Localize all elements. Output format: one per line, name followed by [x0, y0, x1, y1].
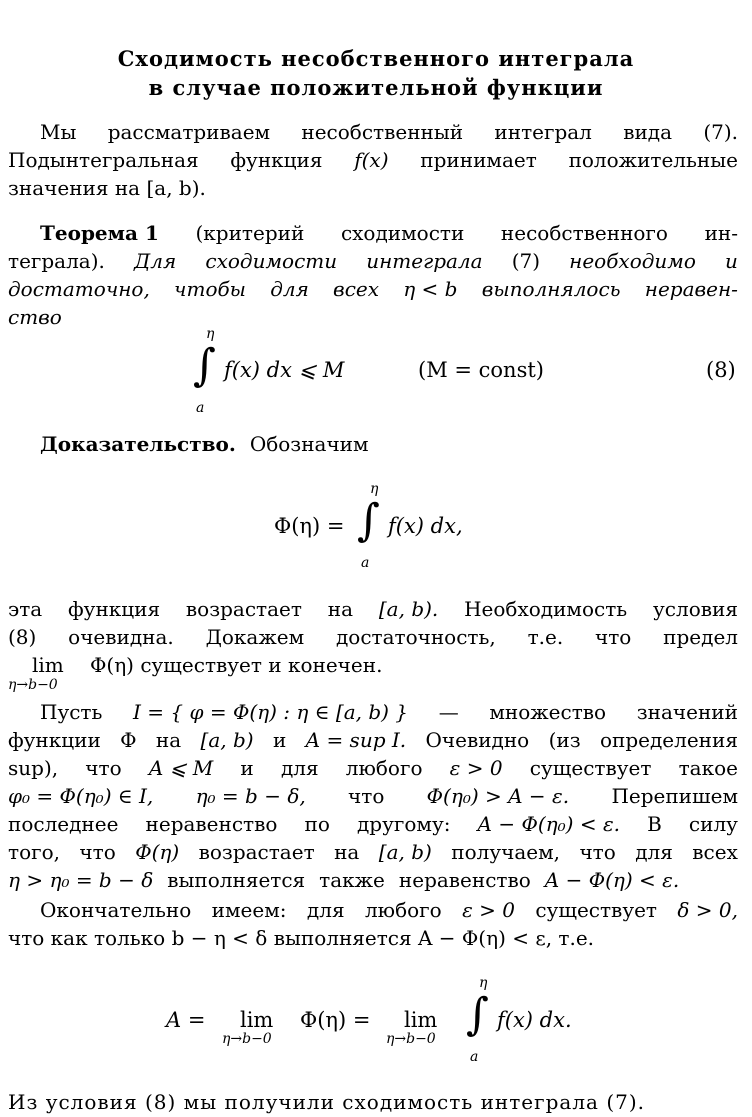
word: Докажем: [205, 625, 305, 649]
word: силу: [688, 812, 738, 836]
p3-line-3: [8, 756, 738, 780]
math: ε > 0: [449, 756, 503, 780]
word: (7): [511, 249, 541, 273]
word: интеграл: [494, 120, 592, 144]
word: Φ: [120, 728, 137, 752]
word: функция: [230, 148, 323, 172]
math: η < b: [403, 277, 458, 301]
math: η > η₀ = b − δ: [8, 868, 154, 892]
theorem-line-3: [8, 277, 738, 301]
math: I = { φ = Φ(η) : η ∈ [a, b) }: [133, 700, 409, 724]
math: η₀ = b − δ,: [195, 784, 306, 808]
word: эта: [8, 597, 43, 621]
word: такое: [678, 756, 738, 780]
p3-line-4: [8, 784, 738, 808]
word: В: [647, 812, 662, 836]
word: выполняется: [167, 868, 306, 892]
math: Φ(η₀) > A − ε.: [426, 784, 570, 808]
p3-line-7: [8, 868, 738, 892]
word: для: [270, 277, 309, 301]
word: всех: [333, 277, 380, 301]
word: Мы: [40, 120, 77, 144]
p3-line-5: [8, 812, 738, 836]
integral-sign: ∫: [357, 495, 380, 546]
word: возрастает: [185, 597, 302, 621]
math-fx: f(x): [354, 148, 389, 172]
word: на: [327, 597, 354, 621]
word: (критерий: [195, 221, 305, 245]
word: сходимости: [340, 221, 465, 245]
word: Перепишем: [611, 784, 738, 808]
proof-line-1: [40, 432, 752, 456]
math: A − Φ(η) < ε.: [544, 868, 680, 892]
eq-mid: Φ(η) =: [300, 1008, 371, 1032]
lim-1-subscript: η→b−0: [222, 1031, 272, 1047]
word: также: [319, 868, 385, 892]
p4-line-2: [8, 926, 738, 950]
word: положительные: [568, 148, 738, 172]
equation-condition: (M = const): [418, 358, 544, 382]
intro-line-3: [8, 176, 738, 200]
word: очевидна.: [68, 625, 174, 649]
word: Окончательно: [40, 898, 192, 922]
integral-sign: ∫: [193, 340, 216, 391]
word: интеграла: [366, 249, 483, 273]
integral-upper-limit: η: [370, 481, 379, 497]
math: A − Φ(η₀) < ε.: [477, 812, 621, 836]
p3-line-2: [8, 728, 738, 752]
word: и: [725, 249, 738, 273]
dash: —: [438, 700, 459, 724]
p2-line-1: [8, 597, 738, 621]
word: несобственный: [301, 120, 464, 144]
intro-line-1: [40, 120, 738, 144]
text: Φ(η) существует и конечен.: [90, 653, 383, 677]
word: (8): [8, 625, 37, 649]
word: достаточно,: [8, 277, 150, 301]
title-line-2: в случае положительной функции: [148, 75, 604, 100]
word: теграла).: [8, 249, 105, 273]
word: и: [272, 728, 287, 752]
math: A = sup I.: [305, 728, 407, 752]
word: всех: [692, 840, 738, 864]
word: достаточность,: [335, 625, 496, 649]
word: функции: [8, 728, 101, 752]
phi-lhs: Φ(η) =: [274, 514, 345, 538]
lim-2: lim: [404, 1008, 438, 1032]
theorem-label: Теорема 1: [40, 221, 159, 245]
word: sup),: [8, 756, 59, 780]
word: что: [579, 840, 616, 864]
word: рассматриваем: [107, 120, 271, 144]
integral-lower-limit: a: [196, 400, 205, 416]
word: Очевидно: [425, 728, 530, 752]
word: выполнялось: [481, 277, 621, 301]
word: принимает: [420, 148, 537, 172]
theorem-line-1: [40, 221, 738, 245]
math: φ₀ = Φ(η₀) ∈ I,: [8, 784, 154, 808]
integral-body: f(x) dx,: [388, 514, 463, 538]
lim: lim: [32, 653, 64, 677]
math: δ > 0,: [677, 898, 738, 922]
word: значений: [636, 700, 738, 724]
word: необходимо: [569, 249, 696, 273]
word: сходимости: [205, 249, 338, 273]
math: [a, b): [378, 840, 432, 864]
p2-line-2: [8, 625, 738, 649]
text: значения на [a, b).: [8, 176, 206, 200]
math: [a, b).: [378, 597, 439, 621]
word: Пусть: [40, 700, 103, 724]
word: что: [85, 756, 122, 780]
word: Необходимость: [464, 597, 628, 621]
math: ε > 0: [462, 898, 515, 922]
eq-a: A =: [166, 1008, 206, 1032]
word: т.е.: [527, 625, 564, 649]
word: существует: [529, 756, 652, 780]
word: (7).: [703, 120, 738, 144]
title-line-1: Сходимость несобственного интеграла: [117, 46, 635, 71]
integral-sign: ∫: [466, 989, 489, 1040]
word: Подынтегральная: [8, 148, 199, 172]
conclusion: [8, 1090, 738, 1114]
word: для: [280, 756, 319, 780]
p3-line-6: [8, 840, 738, 864]
word: и: [240, 756, 254, 780]
math: Φ(η): [135, 840, 180, 864]
word: любого: [364, 898, 442, 922]
word: неравенство: [398, 868, 531, 892]
integral-body: f(x) dx ⩽ M: [224, 358, 345, 382]
theorem-line-4: [8, 305, 738, 329]
word: существует: [535, 898, 657, 922]
word: любого: [345, 756, 423, 780]
lim-2-subscript: η→b−0: [386, 1031, 436, 1047]
word: множество: [489, 700, 607, 724]
word: предел: [663, 625, 738, 649]
word: получаем,: [451, 840, 561, 864]
word: того,: [8, 840, 60, 864]
word: условия: [653, 597, 738, 621]
theorem-line-2: [8, 249, 738, 273]
lim-subscript: η→b−0: [8, 677, 58, 693]
word: что: [79, 840, 116, 864]
word: возрастает: [198, 840, 315, 864]
word: другому:: [356, 812, 451, 836]
lim-1: lim: [240, 1008, 274, 1032]
integral-upper-limit: η: [479, 975, 488, 991]
word: имеем:: [211, 898, 287, 922]
word: по: [304, 812, 330, 836]
word: неравенство: [145, 812, 278, 836]
word: что: [348, 784, 385, 808]
word: определения: [599, 728, 738, 752]
intro-line-2: [8, 148, 738, 172]
word: на: [155, 728, 182, 752]
equation-number: (8): [706, 358, 736, 382]
math: [a, b): [200, 728, 254, 752]
word: Для: [134, 249, 177, 273]
word: последнее: [8, 812, 119, 836]
integral-lower-limit: a: [470, 1049, 479, 1065]
word: функция: [68, 597, 161, 621]
word: несобственного: [500, 221, 668, 245]
word: на: [334, 840, 360, 864]
integral-upper-limit: η: [206, 326, 215, 342]
word: для: [635, 840, 673, 864]
word: чтобы: [174, 277, 246, 301]
word: ин-: [704, 221, 738, 245]
proof-label: Доказательство.: [40, 432, 236, 456]
text: что как только b − η < δ выполняется A − Φ(η) < ε, т.е.: [8, 926, 595, 950]
integral-lower-limit: a: [361, 555, 370, 571]
p3-line-1: [40, 700, 738, 724]
word: ство: [8, 305, 62, 329]
word: неравен-: [644, 277, 738, 301]
word: для: [306, 898, 345, 922]
word: (из: [548, 728, 581, 752]
word: вида: [623, 120, 673, 144]
word: что: [595, 625, 632, 649]
integral-body: f(x) dx.: [497, 1008, 572, 1032]
word: Обозначим: [249, 432, 369, 456]
text: Из условия (8) мы получили сходимость интеграла (7).: [8, 1090, 646, 1114]
math: A ⩽ M: [148, 756, 214, 780]
p4-line-1: [40, 898, 738, 922]
